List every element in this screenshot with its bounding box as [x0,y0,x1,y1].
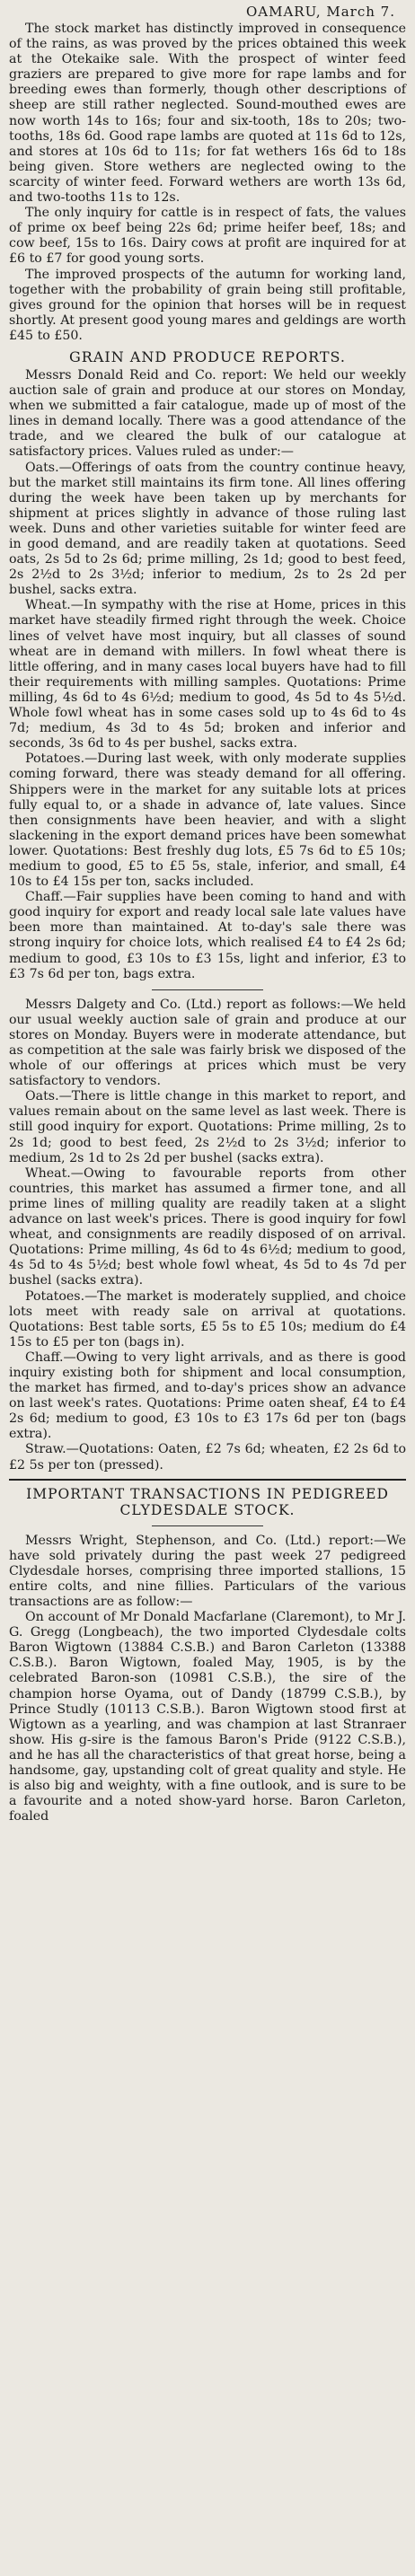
section-divider [152,1525,263,1526]
reid-paragraph-chaff: Chaff.—Fair supplies have been coming to hand and with good inquiry for export and ready local sale late values have been more than maintained. At to-day's sale there was strong inquiry for choice lots, which realised £4 to £4 2s 6d; medium to good, £3 10s to £3 15s, light and inferior, £3 to £3 7s 6d per ton, bags extra. [9,890,406,981]
section-divider-thick [9,1479,406,1481]
section-divider [152,989,263,990]
reid-paragraph-potatoes: Potatoes.—During last week, with only moderate supplies coming forward, there was steady demand for all offering. Shippers were in the market for any suitable lots at prices fully equal to, or a shade in advance of, late values. Since then consignments have been heavier, and with a slight slackening in the export demand prices have been somewhat lower. Quotations: Best freshly dug lots, £5 7s 6d to £5 10s; medium to good, £5 to £5 5s, stale, inferior, and small, £4 10s to £4 15s per ton, sacks included. [9,752,406,890]
dalgety-paragraph-straw: Straw.—Quotations: Oaten, £2 7s 6d; wheaten, £2 2s 6d to £2 5s per ton (pressed). [9,1442,406,1473]
dalgety-paragraph: Messrs Dalgety and Co. (Ltd.) report as follows:—We held our usual weekly auction sale of grain and produce at our stores on Monday. Buyers were in moderate attendance, but as competition at the sale was fairly brisk we disposed of the whole of our offerings at prices which must be very satisfactory to vendors. [9,997,406,1089]
dalgety-paragraph-chaff: Chaff.—Owing to very light arrivals, and as there is good inquiry existing both for shipment and local consumption, the market has firmed, and to-day's prices show an advance on last week's rates. Quotations: Prime oaten sheaf, £4 to £4 2s 6d; medium to good, £3 10s to £3 17s 6d per ton (bags extra). [9,1350,406,1442]
dalgety-paragraph-wheat: Wheat.—Owing to favourable reports from other countries, this market has assumed a firmer tone, and all prime lines of milling quality are readily taken at a slight advance on last week's prices. There is good inquiry for fowl wheat, and consignments are readily disposed of on arrival. Quotations: Prime milling, 4s 6d to 4s 6½d; medium to good, 4s 5d to 4s 5½d; best whole fowl wheat, 4s 5d to 4s 7d per bushel (sacks extra). [9,1165,406,1288]
reid-paragraph: Messrs Donald Reid and Co. report: We held our weekly auction sale of grain and produce at our stores on Monday, when we submitted a fair catalogue, made up of most of the lines in demand locally. There was a good attendance of the trade, and we cleared the bulk of our catalogue at satisfactory prices. Values ruled as under:— [9,367,406,460]
stock-market-report [9,22,406,344]
stock-paragraph: The improved prospects of the autumn for working land, together with the probability of grain being still profitable, gives ground for the opinion that horses will be in request shortly. At present good young mares and geldings are worth £45 to £50. [9,267,406,343]
clydesdale-paragraph: On account of Mr Donald Macfarlane (Claremont), to Mr J. G. Gregg (Longbeach), the two imported Clydesdale colts Baron Wigtown (13884 C.S.B.) and Baron Carleton (13388 C.S.B.). Baron Wigtown, foaled May, 1905, is by the celebrated Baron-son (10981 C.S.B.), the sire of the champion horse Oyama, out of Dandy (18799 C.S.B.), by Prince Studly (10113 C.S.B.). Baron Wigtown stood first at Wigtown as a yearling, and was champion at last Stranraer show. His g-sire is the famous Baron's Pride (9122 C.S.B.), and he has all the characteristics of that great horse, being a handsome, gay, upstanding colt of great quality and style. He is also big and weighty, with a fine outlook, and is sure to be a favourite and a noted show-yard horse. Baron Carleton, foaled [9,1610,406,1824]
clydesdale-report [9,1534,406,1825]
stock-paragraph: The only inquiry for cattle is in respect of fats, the values of prime ox beef being 22s 6d; prime heifer beef, 18s; and cow beef, 15s to 16s. Dairy cows at profit are inquired for at £6 to £7 for good young sorts. [9,206,406,267]
reid-paragraph-oats: Oats.—Offerings of oats from the country continue heavy, but the market still maintains its firm tone. All lines offering during the week have been taken up by merchants for shipment at prices slightly in advance of those ruling last week. Duns and other varieties suitable for winter feed are in good demand, and are readily taken at quotations. Seed oats, 2s 5d to 2s 6d; prime milling, 2s 1d; good to best feed, 2s 2½d to 2s 3½d; inferior to medium, 2s to 2s 2d per bushel, sacks extra. [9,460,406,598]
dalgety-paragraph-potatoes: Potatoes.—The market is moderately supplied, and choice lots meet with ready sale on arrival at quotations. Quotations: Best table sorts, £5 5s to £5 10s; medium do £4 15s to £5 per ton (bags in). [9,1288,406,1350]
dateline: OAMARU, March 7. [245,4,395,20]
dalgety-report [9,998,406,1473]
clydesdale-paragraph: Messrs Wright, Stephenson, and Co. (Ltd.) report:—We have sold privately during the past week 27 pedigreed Clydesdale horses, comprising three imported stallions, 15 entire colts, and nine fillies. Particulars of the various transactions are as follow:— [9,1533,406,1609]
section-heading-grain: GRAIN AND PRODUCE REPORTS. [68,347,347,365]
stock-paragraph: The stock market has distinctly improved in consequence of the rains, as was proved by the prices obtained this week at the Otekaike sale. With the prospect of winter feed graziers are prepared to give more for rape lambs and for breeding ewes than formerly, though other descriptions of sheep are still rather neglected. Sound-mouthed ewes are now worth 14s to 16s; four and six-tooth, 18s to 20s; two-tooths, 18s 6d. Good rape lambs are quoted at 11s 6d to 12s, and stores at 10s 6d to 11s; for fat wethers 16s 6d to 18s being given. Store wethers are neglected owing to the scarcity of winter feed. Forward wethers are worth 13s 6d, and two-tooths 11s to 12s. [9,22,406,206]
reid-paragraph-wheat: Wheat.—In sympathy with the rise at Home, prices in this market have steadily firmed right through the week. Choice lines of velvet have most inquiry, but all classes of sound wheat are in demand with millers. In fowl wheat there is little offering, and in many cases local buyers have had to fill their requirements with milling samples. Quotations: Prime milling, 4s 6d to 4s 6½d; medium to good, 4s 5d to 4s 5½d. Whole fowl wheat has in some cases sold up to 4s 6d to 4s 7d; medium, 4s 3d to 4s 5d; broken and inferior and seconds, 3s 6d to 4s per bushel, sacks extra. [9,598,406,752]
donald-reid-report [9,368,406,982]
section-heading-clydesdale: IMPORTANT TRANSACTIONS IN PEDIGREED CLYDESDALE STOCK. [26,1485,389,1518]
dalgety-paragraph-oats: Oats.—There is little change in this market to report, and values remain about on the same level as last week. There is still good inquiry for export. Quotations: Prime milling, 2s to 2s 1d; good to best feed, 2s 2½d to 2s 3½d; inferior to medium, 2s 1d to 2s 2d per bushel (sacks extra). [9,1089,406,1165]
